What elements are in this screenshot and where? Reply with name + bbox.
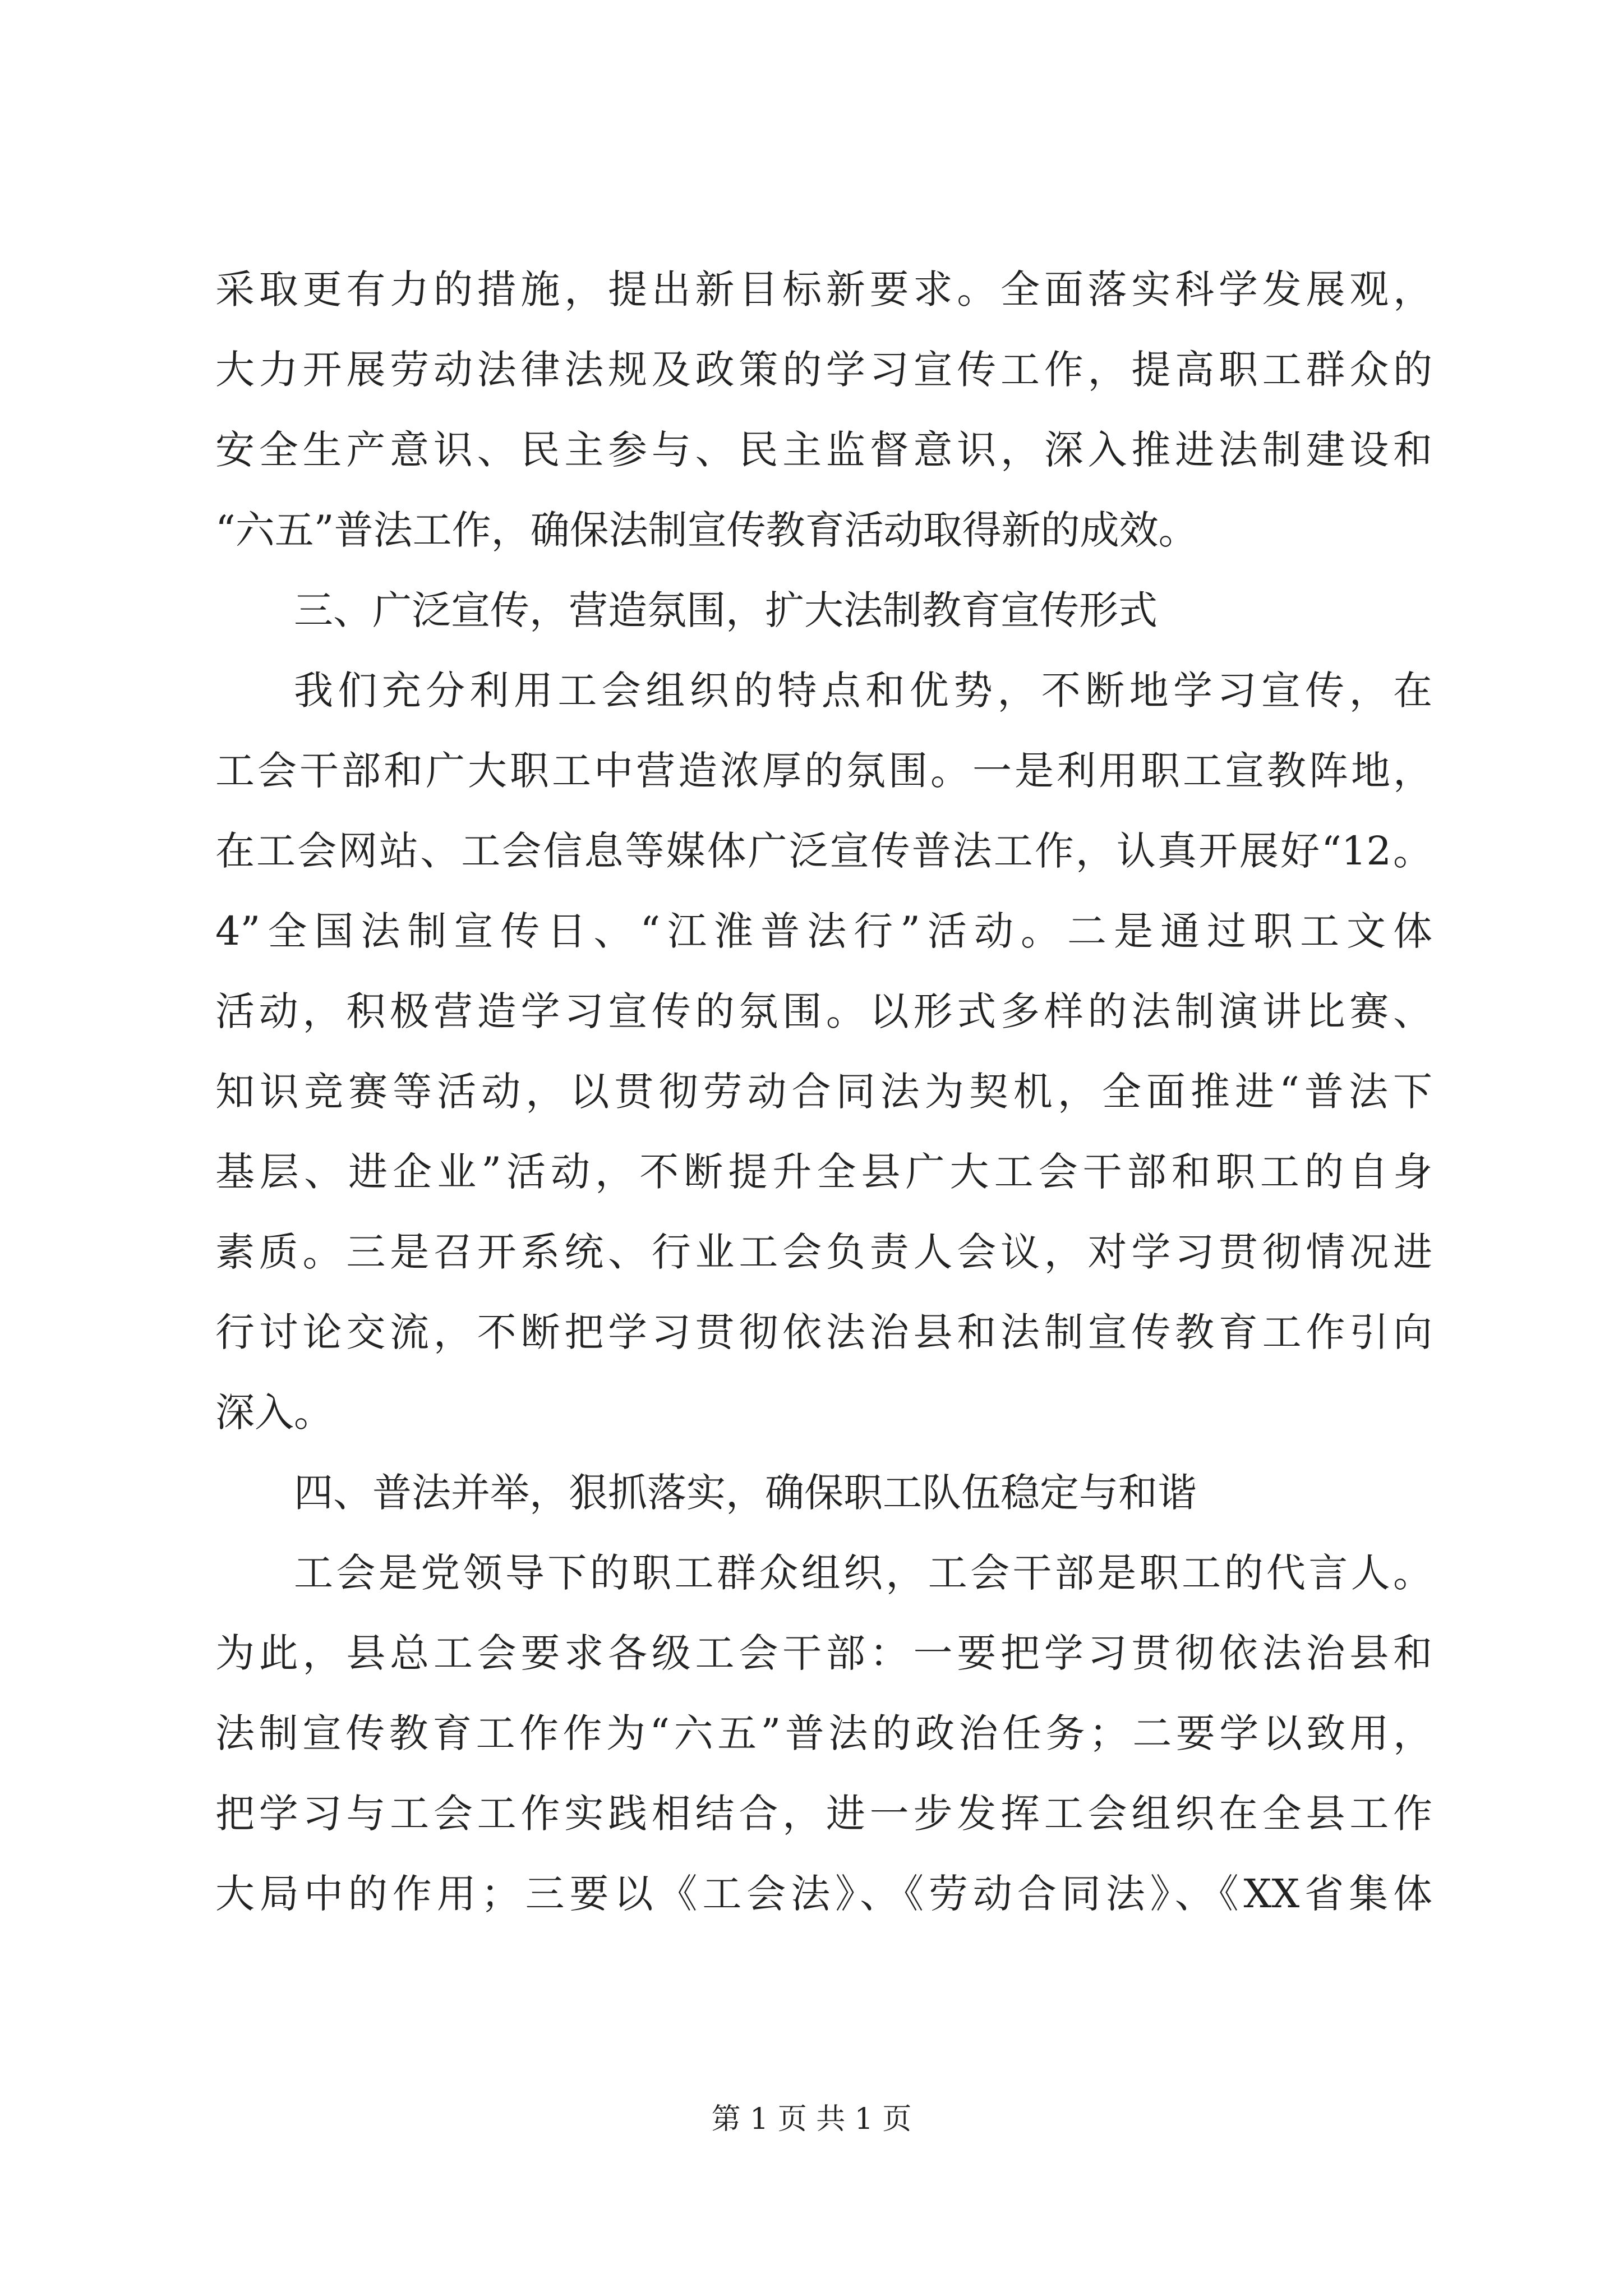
body-line: 大力开展劳动法律法规及政策的学习宣传工作，提高职工群众的 bbox=[215, 347, 1432, 393]
body-line: 法制宣传教育工作作为“六五”普法的政治任务；二要学以致用， bbox=[215, 1710, 1432, 1756]
body-line: 把学习与工会工作实践相结合，进一步发挥工会组织在全县工作 bbox=[215, 1791, 1432, 1837]
body-line: 安全生产意识、民主参与、民主监督意识，深入推进法制建设和 bbox=[215, 427, 1432, 473]
body-line: 活动，积极营造学习宣传的氛围。以形式多样的法制演讲比赛、 bbox=[215, 988, 1432, 1034]
body-line: “六五”普法工作，确保法制宣传教育活动取得新的成效。 bbox=[215, 507, 1198, 553]
section-heading: 三、广泛宣传，营造氛围，扩大法制教育宣传形式 bbox=[294, 587, 1158, 633]
body-line: 基层、进企业”活动，不断提升全县广大工会干部和职工的自身 bbox=[215, 1149, 1432, 1195]
body-line: 在工会网站、工会信息等媒体广泛宣传普法工作，认真开展好“12。 bbox=[215, 828, 1432, 874]
body-line: 我们充分利用工会组织的特点和优势，不断地学习宣传，在 bbox=[294, 668, 1432, 714]
body-line: 大局中的作用；三要以《工会法》、《劳动合同法》、《XX省集体 bbox=[215, 1871, 1432, 1917]
body-line: 采取更有力的措施，提出新目标新要求。全面落实科学发展观， bbox=[215, 266, 1432, 312]
body-line: 工会干部和广大职工中营造浓厚的氛围。一是利用职工宣教阵地， bbox=[215, 748, 1432, 794]
body-line: 素质。三是召开系统、行业工会负责人会议，对学习贯彻情况进 bbox=[215, 1229, 1432, 1275]
body-line: 4”全国法制宣传日、“江淮普法行”活动。二是通过职工文体 bbox=[215, 908, 1432, 954]
section-heading: 四、普法并举，狠抓落实，确保职工队伍稳定与和谐 bbox=[294, 1470, 1197, 1516]
body-line: 深入。 bbox=[215, 1389, 333, 1435]
body-line: 为此，县总工会要求各级工会干部：一要把学习贯彻依法治县和 bbox=[215, 1630, 1432, 1676]
page-footer: 第 1 页 共 1 页 bbox=[711, 2102, 912, 2136]
body-line: 知识竞赛等活动，以贯彻劳动合同法为契机，全面推进“普法下 bbox=[215, 1069, 1432, 1115]
body-line: 工会是党领导下的职工群众组织，工会干部是职工的代言人。 bbox=[294, 1550, 1432, 1596]
body-line: 行讨论交流，不断把学习贯彻依法治县和法制宣传教育工作引向 bbox=[215, 1309, 1432, 1355]
document-body bbox=[215, 250, 1432, 1934]
